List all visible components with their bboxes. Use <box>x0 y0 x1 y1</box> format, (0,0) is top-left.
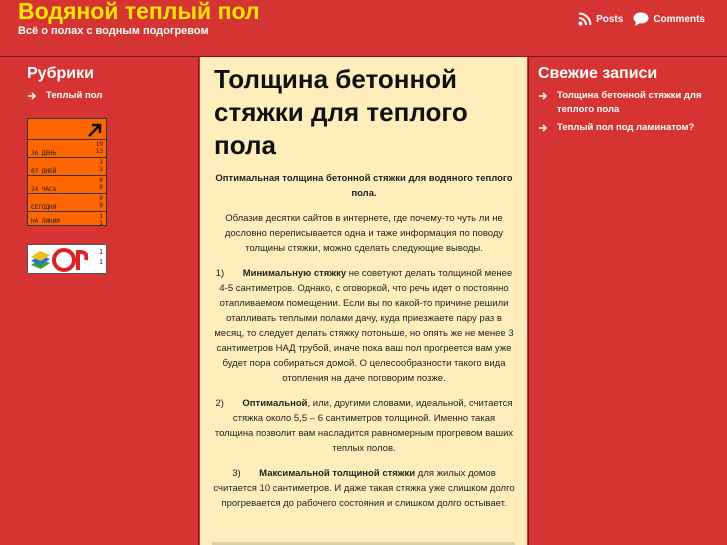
counter-row: 24 ЧАСА 0 0 <box>28 175 106 194</box>
post-intro: Оптимальная толщина бетонной стяжки для водяного теплого пола. <box>215 173 513 199</box>
arrow-right-icon <box>538 121 548 135</box>
comments-feed-link[interactable] <box>633 12 705 26</box>
site-header <box>0 0 727 57</box>
recent-post-link[interactable]: Толщина бетонной стяжки для теплого пола <box>557 90 702 115</box>
recent-posts-title: Свежие записи <box>538 65 658 82</box>
left-sidebar <box>0 57 199 545</box>
counter-row: СЕГОДНЯ 0 0 <box>28 193 106 212</box>
comments-feed-label: Comments <box>653 13 705 25</box>
post-title[interactable]: Толщина бетонной стяжки для теплого пола <box>214 64 468 160</box>
recent-post-item[interactable] <box>538 89 723 117</box>
visit-counter[interactable] <box>27 118 107 226</box>
site-description: Всё о полах с водным подогревом <box>18 25 209 37</box>
recent-posts-list <box>538 89 723 139</box>
counter-row: НА ЛИНИИ 1 1 <box>28 211 106 226</box>
post-paragraph: 1) Минимальную стяжку не советуют делать толщиной менее 4-5 сантиметров. Однако, с оговоркой, что речь идет о постоянно отапливаемом помещении. Если вы по какой-то причине решили отапливать теплыми полами дачу, куда приезжаете пару раз в месяц, то следует делать стяжку потоньше, но опять же не менее 3 сантиметров НАД трубой, иначе пока ваш пол прогреется вам уже будет пора собираться домой. О целесообразности такого вида отопления на даче поговорим позже. <box>214 268 514 384</box>
arrow-right-icon <box>538 89 548 103</box>
arrow-up-right-icon <box>87 122 103 138</box>
banner-logo-icon <box>28 245 88 273</box>
posts-feed-label: Posts <box>596 13 624 25</box>
post-body <box>213 171 515 521</box>
recent-post-link[interactable]: Теплый пол под ламинатом? <box>557 122 695 133</box>
arrow-right-icon <box>27 89 37 103</box>
right-sidebar <box>528 57 727 545</box>
post-paragraph: Облазив десятки сайтов в интернете, где почему-то чуть ли не дословно переписывается одна и таже информация по поводу толщины стяжки, можно сделать следующие выводы. <box>224 213 504 254</box>
categories-list <box>27 89 102 103</box>
category-item[interactable] <box>27 89 102 103</box>
categories-title: Рубрики <box>27 65 94 82</box>
feed-links <box>578 12 705 26</box>
rss-icon <box>578 12 592 26</box>
recent-post-item[interactable] <box>538 121 723 135</box>
counter-row: 07 ДНЕЙ 3 3 <box>28 157 106 176</box>
posts-feed-link[interactable] <box>578 12 623 26</box>
main-content <box>200 57 527 545</box>
comment-bubble-icon <box>633 12 649 26</box>
counter-banner[interactable]: 1 1 <box>27 244 107 274</box>
post-paragraph: 2) Оптимальной, или, другими словами, идеальной, считается стяжка около 5,5 – 6 сантиметров толщиной. Именно такая толщина позволит вам насладится равномерным прогревом ваших теплых полов. <box>214 398 514 454</box>
category-label: Теплый пол <box>46 90 103 101</box>
post-paragraph: 3) Максимальной толщиной стяжки для жилых домов считается 10 сантиметров. И даже такая стяжка уже слишком долго прогревается до рабочего состояния и слишком долго остывает. <box>213 468 515 509</box>
site-title[interactable]: Водяной теплый пол <box>18 0 260 24</box>
counter-row: ЗА ДЕНЬ 19 13 <box>28 139 106 158</box>
